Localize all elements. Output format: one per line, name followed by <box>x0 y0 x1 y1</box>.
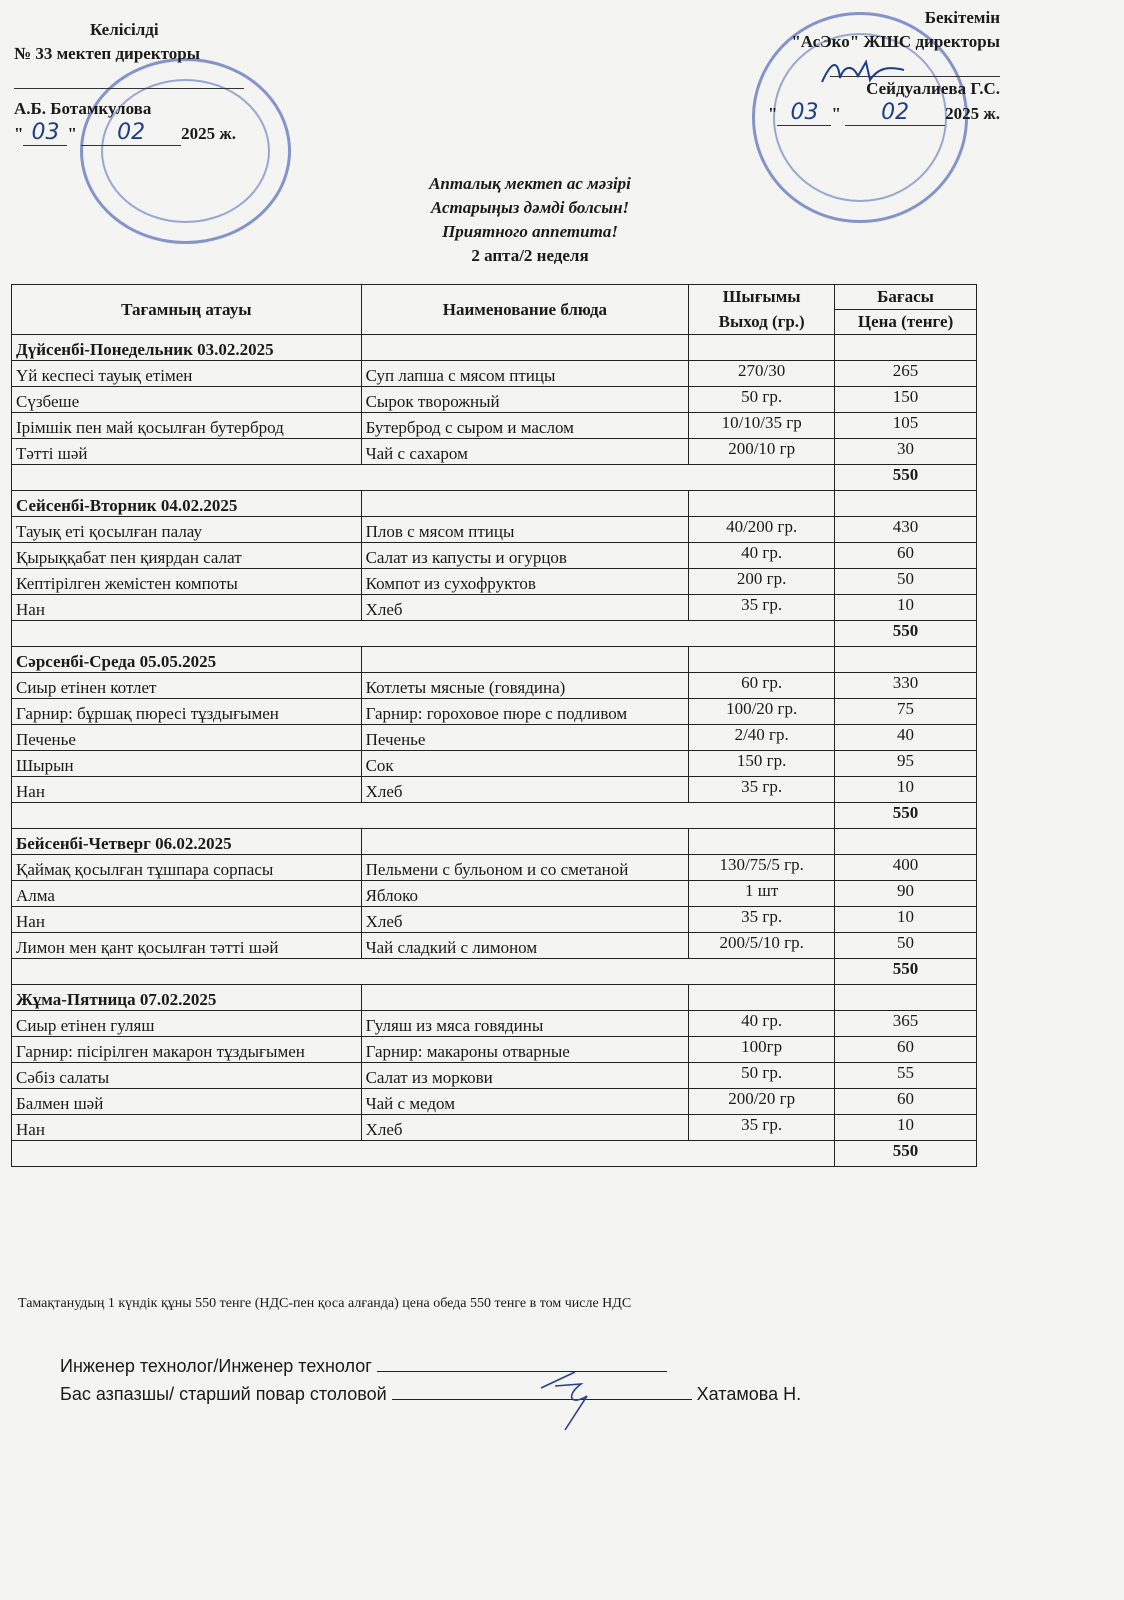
dish-output: 200/20 гр <box>689 1089 835 1115</box>
dish-name-ru: Суп лапша с мясом птицы <box>361 361 689 387</box>
dish-output: 35 гр. <box>689 777 835 803</box>
table-row <box>12 907 977 933</box>
header-price-ru: Цена (тенге) <box>835 310 977 335</box>
empty-cell <box>12 465 835 491</box>
dish-price: 30 <box>835 439 977 465</box>
signature-row-cook <box>60 1380 801 1408</box>
table-row <box>12 699 977 725</box>
dish-name-kz: Нан <box>12 1115 362 1141</box>
day-header-row <box>12 985 977 1011</box>
signature-engineer-label: Инженер технолог/Инженер технолог <box>60 1356 372 1376</box>
dish-name-ru: Компот из сухофруктов <box>361 569 689 595</box>
dish-price: 75 <box>835 699 977 725</box>
dish-output: 10/10/35 гр <box>689 413 835 439</box>
dish-name-kz: Сиыр етінен гуляш <box>12 1011 362 1037</box>
empty-cell <box>689 335 835 361</box>
day-header-row <box>12 829 977 855</box>
dish-output: 50 гр. <box>689 387 835 413</box>
table-row <box>12 1115 977 1141</box>
table-row <box>12 777 977 803</box>
empty-cell <box>361 829 689 855</box>
empty-cell <box>361 647 689 673</box>
empty-cell <box>689 985 835 1011</box>
dish-price: 60 <box>835 543 977 569</box>
approval-right-name: Сейдуалиева Г.С. <box>866 79 1000 98</box>
table-row <box>12 387 977 413</box>
empty-cell <box>12 803 835 829</box>
dish-name-ru: Гуляш из мяса говядины <box>361 1011 689 1037</box>
dish-price: 40 <box>835 725 977 751</box>
table-row <box>12 725 977 751</box>
dish-output: 150 гр. <box>689 751 835 777</box>
dish-name-ru: Печенье <box>361 725 689 751</box>
day-title: Сейсенбі-Вторник 04.02.2025 <box>12 491 362 517</box>
dish-name-ru: Гарнир: макароны отварные <box>361 1037 689 1063</box>
day-total: 550 <box>835 959 977 985</box>
cook-signature-icon <box>535 1366 605 1436</box>
dish-name-ru: Плов с мясом птицы <box>361 517 689 543</box>
signature-cook-name: Хатамова Н. <box>696 1384 802 1404</box>
dish-name-ru: Чай с медом <box>361 1089 689 1115</box>
dish-price: 330 <box>835 673 977 699</box>
table-row <box>12 673 977 699</box>
dish-price: 10 <box>835 1115 977 1141</box>
approval-left-date: " 03 " 02 2025 ж. <box>14 120 236 145</box>
day-header-row <box>12 335 977 361</box>
table-row <box>12 933 977 959</box>
header-ru: Наименование блюда <box>361 285 689 335</box>
empty-cell <box>12 1141 835 1167</box>
dish-output: 1 шт <box>689 881 835 907</box>
header-output-kz: Шығымы <box>689 285 835 310</box>
signature-cook-label: Бас азпазшы/ старший повар столовой <box>60 1384 387 1404</box>
day-total-row <box>12 621 977 647</box>
dish-name-kz: Сүзбеше <box>12 387 362 413</box>
dish-price: 265 <box>835 361 977 387</box>
dish-name-ru: Чай сладкий с лимоном <box>361 933 689 959</box>
dish-output: 2/40 гр. <box>689 725 835 751</box>
table-row <box>12 881 977 907</box>
dish-name-kz: Сәбіз салаты <box>12 1063 362 1089</box>
dish-name-ru: Бутерброд с сыром и маслом <box>361 413 689 439</box>
dish-name-kz: Шырын <box>12 751 362 777</box>
dish-name-kz: Нан <box>12 595 362 621</box>
day-title: Сәрсенбі-Среда 05.05.2025 <box>12 647 362 673</box>
dish-name-kz: Тәтті шәй <box>12 439 362 465</box>
dish-price: 150 <box>835 387 977 413</box>
table-row <box>12 413 977 439</box>
table-row <box>12 1037 977 1063</box>
signature-row-engineer <box>60 1352 801 1380</box>
day-header-row <box>12 491 977 517</box>
day-title: Жұма-Пятница 07.02.2025 <box>12 985 362 1011</box>
table-row <box>12 569 977 595</box>
approval-left-name: А.Б. Ботамкулова <box>14 99 152 118</box>
dish-output: 200 гр. <box>689 569 835 595</box>
empty-cell <box>835 647 977 673</box>
dish-price: 400 <box>835 855 977 881</box>
dish-price: 55 <box>835 1063 977 1089</box>
menu-title-kz: Апталық мектеп ас мәзірі <box>429 174 631 193</box>
table-row <box>12 1011 977 1037</box>
dish-output: 60 гр. <box>689 673 835 699</box>
dish-name-kz: Тауық еті қосылған палау <box>12 517 362 543</box>
dish-name-ru: Сырок творожный <box>361 387 689 413</box>
day-total-row <box>12 959 977 985</box>
empty-cell <box>689 491 835 517</box>
dish-name-ru: Сок <box>361 751 689 777</box>
dish-name-kz: Нан <box>12 907 362 933</box>
table-header-row <box>12 285 977 310</box>
empty-cell <box>361 985 689 1011</box>
dish-price: 10 <box>835 777 977 803</box>
dish-name-kz: Нан <box>12 777 362 803</box>
dish-name-kz: Алма <box>12 881 362 907</box>
empty-cell <box>835 985 977 1011</box>
dish-output: 100гр <box>689 1037 835 1063</box>
dish-price: 50 <box>835 933 977 959</box>
dish-price: 10 <box>835 595 977 621</box>
signatures-block <box>60 1352 801 1408</box>
empty-cell <box>835 829 977 855</box>
dish-output: 35 гр. <box>689 907 835 933</box>
empty-cell <box>361 491 689 517</box>
empty-cell <box>12 621 835 647</box>
dish-output: 35 гр. <box>689 1115 835 1141</box>
empty-cell <box>12 959 835 985</box>
dish-output: 200/10 гр <box>689 439 835 465</box>
menu-greeting-kz: Астарыңыз дәмді болсын! <box>430 198 630 217</box>
dish-price: 95 <box>835 751 977 777</box>
table-row <box>12 855 977 881</box>
dish-price: 90 <box>835 881 977 907</box>
dish-output: 130/75/5 гр. <box>689 855 835 881</box>
dish-name-ru: Яблоко <box>361 881 689 907</box>
dish-name-ru: Гарнир: гороховое пюре с подливом <box>361 699 689 725</box>
dish-name-kz: Балмен шәй <box>12 1089 362 1115</box>
table-row <box>12 543 977 569</box>
dish-price: 10 <box>835 907 977 933</box>
table-row <box>12 1063 977 1089</box>
dish-name-ru: Хлеб <box>361 907 689 933</box>
price-footnote: Тамақтанудың 1 күндік құны 550 тенге (НДС-пен қоса алғанда) цена обеда 550 тенге в том числе НДС <box>18 1296 632 1311</box>
header-price-kz: Бағасы <box>835 285 977 310</box>
day-total-row <box>12 1141 977 1167</box>
director-signature-icon <box>818 56 908 90</box>
day-total: 550 <box>835 1141 977 1167</box>
day-total: 550 <box>835 803 977 829</box>
dish-output: 50 гр. <box>689 1063 835 1089</box>
dish-name-kz: Кептірілген жемістен компоты <box>12 569 362 595</box>
dish-name-kz: Сиыр етінен котлет <box>12 673 362 699</box>
day-total-row <box>12 803 977 829</box>
table-row <box>12 1089 977 1115</box>
dish-name-kz: Печенье <box>12 725 362 751</box>
day-title: Бейсенбі-Четверг 06.02.2025 <box>12 829 362 855</box>
dish-name-kz: Үй кеспесі тауық етімен <box>12 361 362 387</box>
empty-cell <box>689 829 835 855</box>
header-kz: Тағамның атауы <box>12 285 362 335</box>
dish-output: 100/20 гр. <box>689 699 835 725</box>
dish-name-kz: Гарнир: пісірілген макарон тұздығымен <box>12 1037 362 1063</box>
dish-name-ru: Салат из капусты и огурцов <box>361 543 689 569</box>
empty-cell <box>835 335 977 361</box>
signature-engineer-line <box>377 1353 667 1372</box>
dish-price: 60 <box>835 1037 977 1063</box>
approval-left-signature-line <box>14 66 244 89</box>
day-total-row <box>12 465 977 491</box>
table-row <box>12 751 977 777</box>
day-title: Дүйсенбі-Понедельник 03.02.2025 <box>12 335 362 361</box>
menu-greeting-ru: Приятного аппетита! <box>442 222 618 241</box>
dish-name-ru: Хлеб <box>361 595 689 621</box>
dish-price: 430 <box>835 517 977 543</box>
dish-name-ru: Хлеб <box>361 777 689 803</box>
table-row <box>12 517 977 543</box>
dish-name-kz: Қырыққабат пен қиярдан салат <box>12 543 362 569</box>
dish-output: 40 гр. <box>689 1011 835 1037</box>
menu-week: 2 апта/2 неделя <box>471 246 589 265</box>
dish-output: 200/5/10 гр. <box>689 933 835 959</box>
dish-price: 60 <box>835 1089 977 1115</box>
approval-right-date: " 03 " 02 2025 ж. <box>768 100 1000 125</box>
dish-name-ru: Котлеты мясные (говядина) <box>361 673 689 699</box>
empty-cell <box>835 491 977 517</box>
dish-name-ru: Пельмени с бульоном и со сметаной <box>361 855 689 881</box>
approval-right-title: Бекітемін <box>924 8 1000 27</box>
menu-titles <box>300 172 760 268</box>
dish-name-kz: Гарнир: бұршақ пюресі тұздығымен <box>12 699 362 725</box>
dish-name-ru: Чай с сахаром <box>361 439 689 465</box>
dish-name-ru: Хлеб <box>361 1115 689 1141</box>
menu-table <box>11 284 977 1167</box>
table-row <box>12 439 977 465</box>
header-output-ru: Выход (гр.) <box>689 310 835 335</box>
dish-price: 365 <box>835 1011 977 1037</box>
dish-price: 105 <box>835 413 977 439</box>
table-row <box>12 361 977 387</box>
day-header-row <box>12 647 977 673</box>
dish-output: 40 гр. <box>689 543 835 569</box>
approval-block-left <box>14 18 314 146</box>
empty-cell <box>361 335 689 361</box>
empty-cell <box>689 647 835 673</box>
dish-price: 50 <box>835 569 977 595</box>
approval-right-position: "АсЭко" ЖШС директоры <box>791 32 1000 51</box>
dish-output: 35 гр. <box>689 595 835 621</box>
day-total: 550 <box>835 465 977 491</box>
approval-left-title: Келісілді <box>90 20 159 39</box>
dish-name-ru: Салат из моркови <box>361 1063 689 1089</box>
dish-output: 40/200 гр. <box>689 517 835 543</box>
dish-name-kz: Қаймақ қосылған тұшпара сорпасы <box>12 855 362 881</box>
day-total: 550 <box>835 621 977 647</box>
table-row <box>12 595 977 621</box>
approval-left-position: № 33 мектеп директоры <box>14 44 200 63</box>
dish-name-kz: Лимон мен қант қосылған тәтті шәй <box>12 933 362 959</box>
dish-output: 270/30 <box>689 361 835 387</box>
dish-name-kz: Ірімшік пен май қосылған бутерброд <box>12 413 362 439</box>
